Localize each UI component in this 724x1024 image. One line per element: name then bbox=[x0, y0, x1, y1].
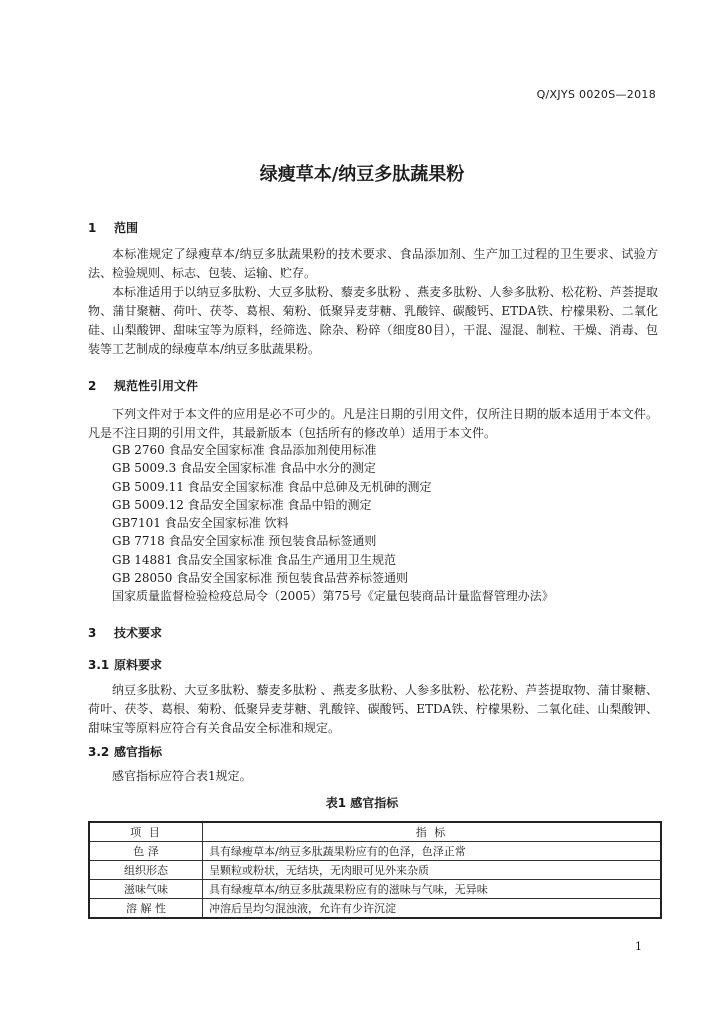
section-number: 2 bbox=[88, 379, 97, 393]
page-number: 1 bbox=[635, 940, 642, 953]
table-cell-item: 组织形态 bbox=[89, 861, 203, 880]
section-2-heading bbox=[88, 377, 198, 394]
table-header-cell: 项 目 bbox=[89, 822, 203, 842]
table-cell-indicator: 呈颗粒或粉状，无结块，无肉眼可见外来杂质 bbox=[203, 861, 662, 880]
reference-item: GB 7718 食品安全国家标准 预包装食品标签通则 bbox=[112, 534, 377, 549]
standard-code: Q/XJYS 0020S—2018 bbox=[536, 88, 656, 101]
section-title: 范围 bbox=[114, 221, 139, 235]
section-3-1-heading bbox=[88, 656, 162, 673]
section-title: 技术要求 bbox=[114, 626, 163, 640]
reference-list bbox=[112, 441, 554, 606]
reference-item: GB 5009.11 食品安全国家标准 食品中总砷及无机砷的测定 bbox=[112, 479, 432, 494]
sensory-intro-paragraph: 感官指标应符合表1规定。 bbox=[112, 769, 252, 783]
section-1-heading bbox=[88, 219, 138, 236]
section-title: 规范性引用文件 bbox=[114, 379, 199, 393]
table-row bbox=[89, 842, 661, 861]
table-cell-indicator: 具有绿瘦草本/纳豆多肽蔬果粉应有的色泽，色泽正常 bbox=[203, 842, 662, 861]
section-3-heading bbox=[88, 624, 162, 641]
section-3-2-heading bbox=[88, 743, 162, 760]
table-header-cell: 指 标 bbox=[203, 822, 662, 842]
table-cell-item: 溶 解 性 bbox=[89, 899, 203, 919]
table-row bbox=[89, 899, 661, 919]
reference-item: 国家质量监督检验检疫总局令（2005）第75号《定量包装商品计量监督管理办法》 bbox=[112, 589, 554, 604]
reference-item: GB 2760 食品安全国家标准 食品添加剂使用标准 bbox=[112, 443, 377, 457]
reference-item: GB 14881 食品安全国家标准 食品生产通用卫生规范 bbox=[112, 552, 397, 567]
table-cell-item: 色 泽 bbox=[89, 842, 203, 861]
table-header-row bbox=[89, 822, 661, 842]
table-cell-item: 滋味气味 bbox=[89, 880, 203, 899]
reference-item: GB 5009.3 食品安全国家标准 食品中水分的测定 bbox=[112, 461, 376, 476]
table-row bbox=[89, 880, 661, 899]
section-number: 3.2 bbox=[88, 745, 110, 759]
section-number: 3.1 bbox=[88, 658, 110, 672]
table-row bbox=[89, 861, 661, 880]
reference-item: GB 5009.12 食品安全国家标准 食品中铅的测定 bbox=[112, 497, 372, 512]
sensory-table bbox=[88, 821, 662, 919]
scope-paragraph-2: 本标准适用于以纳豆多肽粉、大豆多肽粉、藜麦多肽粉 、燕麦多肽粉、人参多肽粉、松花粉、芦荟提取物、蒲甘聚糖、荷叶、茯苓、葛根、菊粉、低聚异麦芽糖、乳酸锌、碳酸钙、ETDA铁、柠檬果粉、二氧化硅、山梨酸钾、甜味宝等为原料，经筛选、除杂、粉碎（细度80目），干混、湿混、制粒、干燥、消毒、包装等工艺制成的绿瘦草本/纳豆多肽蔬果粉。 bbox=[88, 285, 658, 356]
section-title: 感官指标 bbox=[114, 745, 163, 759]
section-number: 1 bbox=[88, 221, 97, 235]
document-title: 绿瘦草本/纳豆多肽蔬果粉 bbox=[259, 164, 465, 185]
table-cell-indicator: 具有绿瘦草本/纳豆多肽蔬果粉应有的滋味与气味，无异味 bbox=[203, 880, 662, 899]
reference-item: GB 28050 食品安全国家标准 预包装食品营养标签通则 bbox=[112, 571, 409, 586]
references-intro-paragraph: 下列文件对于本文件的应用是必不可少的。凡是注日期的引用文件，仅所注日期的版本适用于本文件。凡是不注日期的引用文件，其最新版本（包括所有的修改单）适用于本文件。 bbox=[88, 407, 658, 440]
table-cell-indicator: 冲溶后呈均匀混浊液，允许有少许沉淀 bbox=[203, 899, 662, 919]
reference-item: GB7101 食品安全国家标准 饮料 bbox=[112, 516, 289, 531]
section-number: 3 bbox=[88, 626, 97, 640]
raw-material-paragraph: 纳豆多肽粉、大豆多肽粉、藜麦多肽粉 、燕麦多肽粉、人参多肽粉、松花粉、芦荟提取物、蒲甘聚糖、荷叶、茯苓、葛根、菊粉、低聚异麦芽糖、乳酸锌、碳酸钙、ETDA铁、柠檬果粉、二氧化硅、山梨酸钾、甜味宝等原料应符合有关食品安全标准和规定。 bbox=[88, 683, 658, 735]
section-title: 原料要求 bbox=[114, 658, 163, 672]
scope-paragraph-1: 本标准规定了绿瘦草本/纳豆多肽蔬果粉的技术要求、食品添加剂、生产加工过程的卫生要求、试验方法、检验规则、标志、包装、运输、贮存。 bbox=[88, 247, 658, 280]
table-caption: 表1 感官指标 bbox=[325, 796, 399, 810]
